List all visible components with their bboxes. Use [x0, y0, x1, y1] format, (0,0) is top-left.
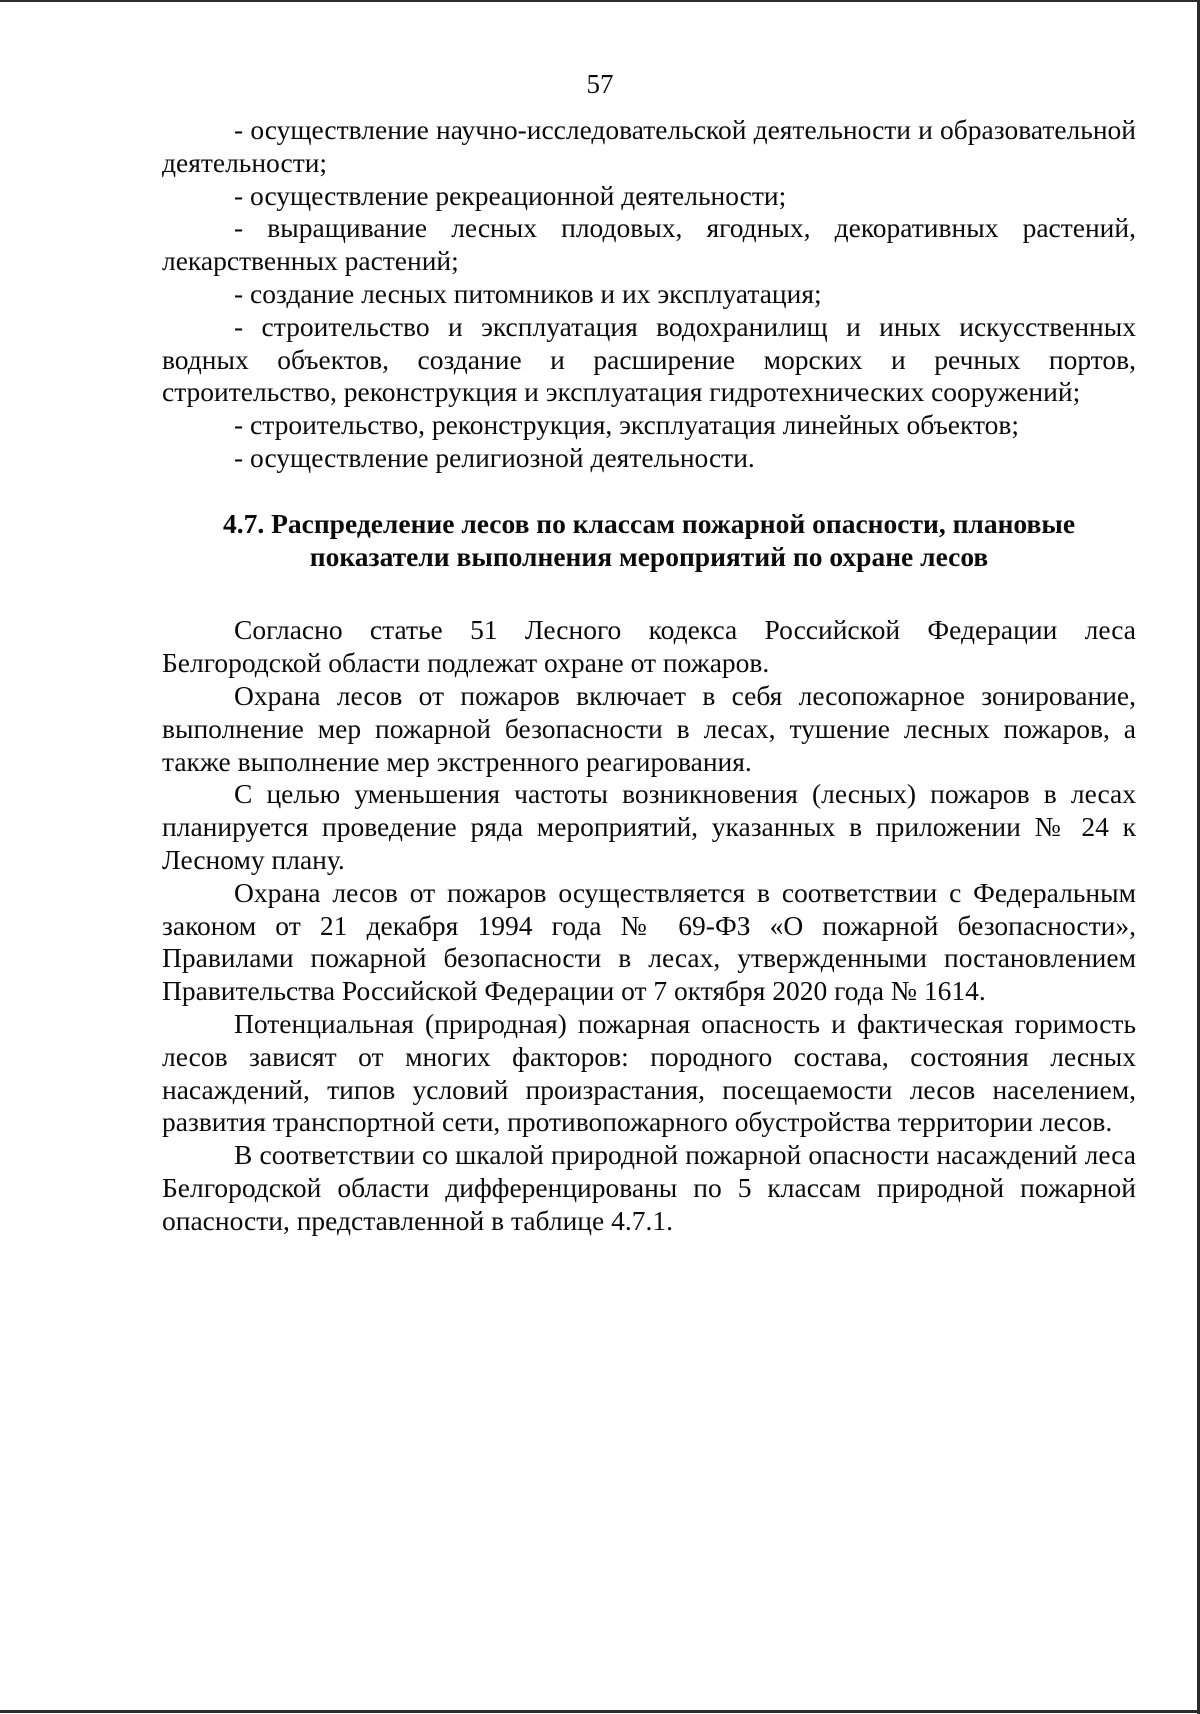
scan-border-bottom [0, 1710, 1200, 1713]
body-paragraph: С целью уменьшения частоты возникновения (лесных) пожаров в лесах планируется проведение ряда мероприятий, указанных в приложении № 24 к Лесному плану. [162, 778, 1136, 875]
list-item: - выращивание лесных плодовых, ягодных, декоративных растений, лекарственных растений; [162, 212, 1136, 277]
body-paragraph: Согласно статье 51 Лесного кодекса Российской Федерации леса Белгородской области подлежат охране от пожаров. [162, 614, 1136, 679]
section-heading-line: показатели выполнения мероприятий по охране лесов [309, 540, 989, 572]
list-item: - строительство, реконструкция, эксплуатация линейных объектов; [234, 409, 1020, 441]
list-item: - осуществление рекреационной деятельности; [234, 179, 787, 211]
body-paragraph: Потенциальная (природная) пожарная опасность и фактическая горимость лесов зависят от многих факторов: породного состава, состояния лесных насаждений, типов условий произрастания, посещаемости лесов населением, развития транспортной сети, противопожарного обустройства территории лесов. [162, 1007, 1136, 1138]
body-paragraph: Охрана лесов от пожаров включает в себя лесопожарное зонирование, выполнение мер пожарной безопасности в лесах, тушение лесных пожаров, а также выполнение мер экстренного реагирования. [162, 679, 1136, 777]
body-paragraph: Охрана лесов от пожаров осуществляется в соответствии с Федеральным законом от 21 декабря 1994 года № 69-ФЗ «О пожарной безопасности», Правилами пожарной безопасности в лесах, утвержденными постановлением Правительства Российской Федерации от 7 октября 2020 года № 1614. [162, 876, 1136, 1007]
document-body [162, 114, 1136, 1238]
section-heading-line: 4.7. Распределение лесов по классам пожарной опасности, плановые [222, 507, 1076, 539]
list-item: - осуществление научно-исследовательской деятельности и образовательной деятельности; [162, 114, 1136, 178]
page-number: 57 [586, 69, 614, 99]
list-item: - создание лесных питомников и их эксплуатация; [234, 277, 822, 309]
section-heading [162, 508, 1136, 574]
scan-border-top [0, 0, 1200, 2]
body-paragraph: В соответствии со шкалой природной пожарной опасности насаждений леса Белгородской области дифференцированы по 5 классам природной пожарной опасности, представленной в таблице 4.7.1. [162, 1139, 1136, 1236]
list-item: - строительство и эксплуатация водохранилищ и иных искусственных водных объектов, создание и расширение морских и речных портов, строительство, реконструкция и эксплуатация гидротехнических сооружений; [162, 310, 1136, 408]
list-item: - осуществление религиозной деятельности. [234, 441, 755, 473]
